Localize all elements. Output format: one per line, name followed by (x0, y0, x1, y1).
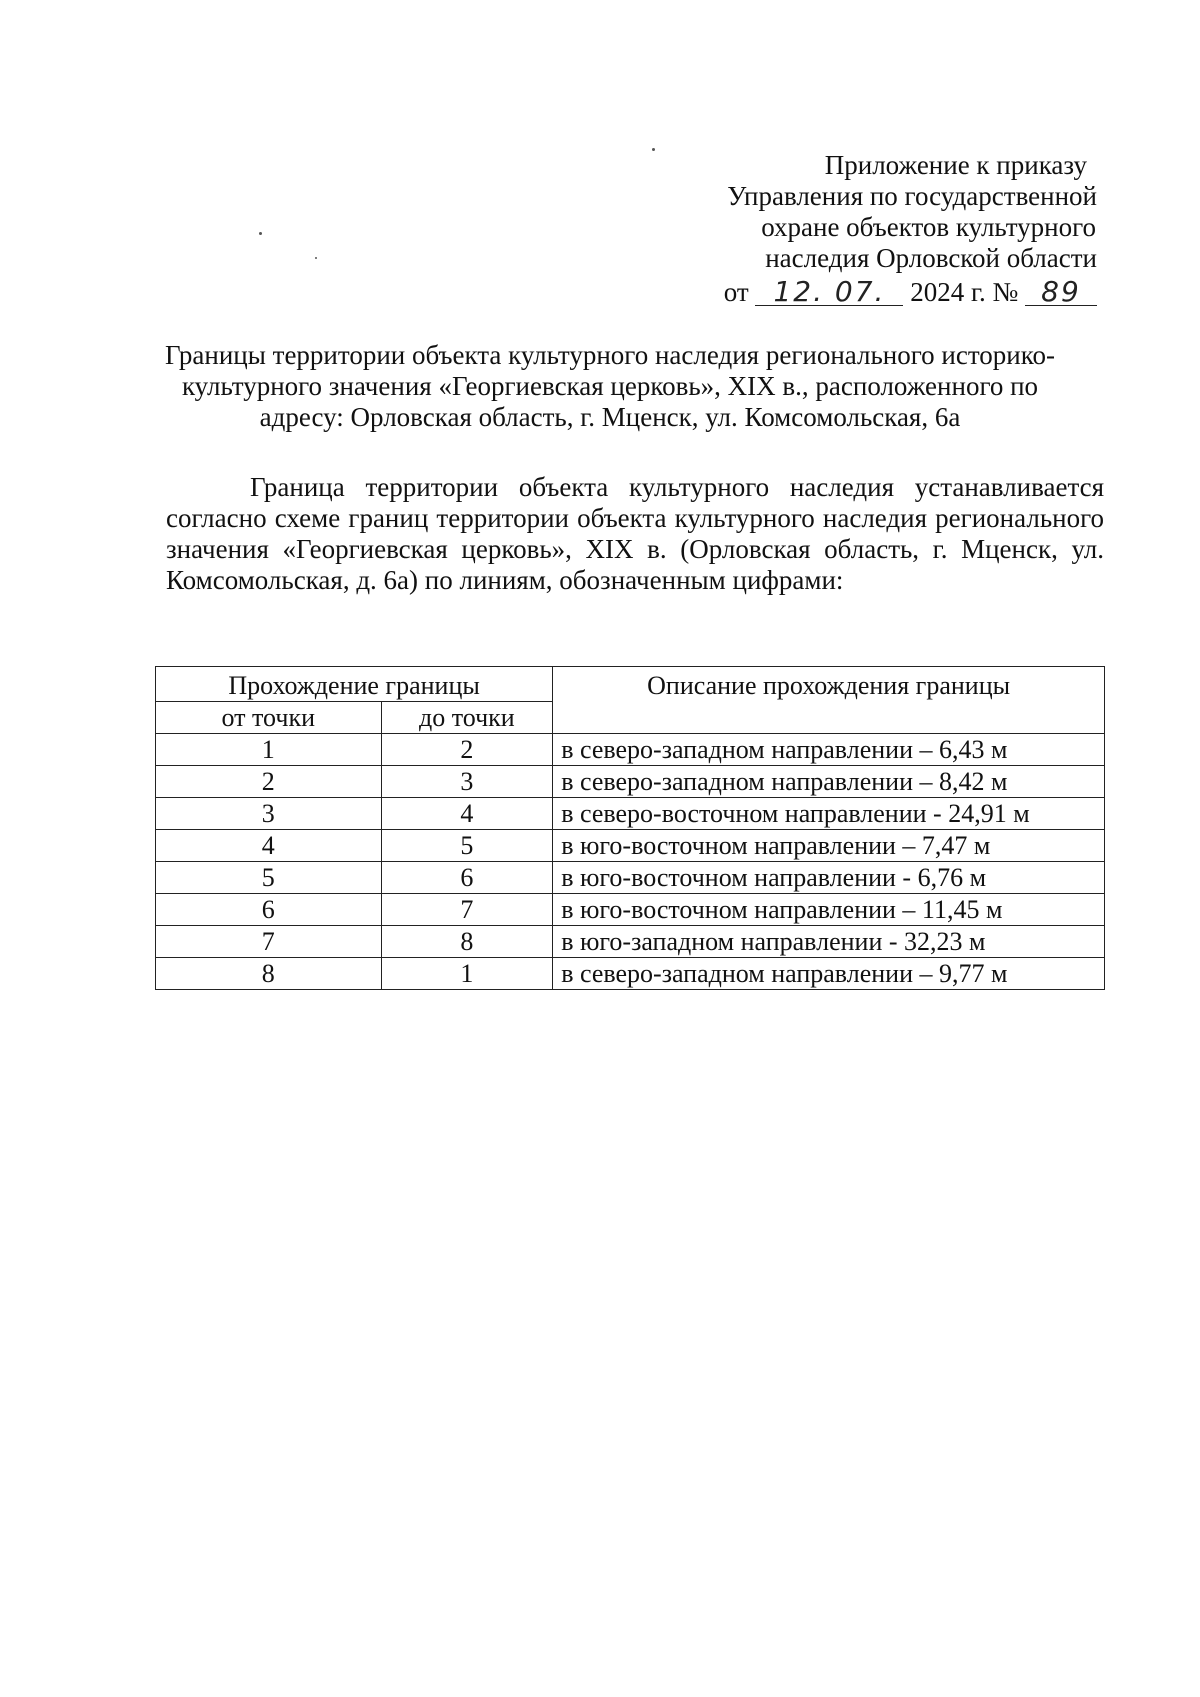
cell-from: 7 (156, 926, 382, 958)
handwritten-order-number: 89 (1025, 279, 1097, 306)
table-row (156, 830, 1105, 862)
scan-speck (259, 232, 262, 235)
appendix-line: охране объектов культурного (761, 212, 1096, 242)
cell-from: 6 (156, 894, 382, 926)
cell-description: в юго-восточном направлении – 7,47 м (553, 830, 1105, 862)
table-row (156, 862, 1105, 894)
cell-to: 2 (381, 734, 553, 766)
table-row (156, 734, 1105, 766)
cell-description: в юго-восточном направлении – 11,45 м (553, 894, 1105, 926)
title-line: адресу: Орловская область, г. Мценск, ул. Комсомольская, 6а (259, 402, 961, 432)
body-paragraph: Граница территории объекта культурного наследия устанавливается согласно схеме границ территории объекта культурного наследия регионального значения «Георгиевская церковь», XIX в. (Орловская область, г. Мценск, ул. Комсомольская, д. 6а) по линиям, обозначенным цифрами: (166, 472, 1104, 595)
year-text: 2024 г. № (910, 277, 1019, 307)
cell-description: в юго-западном направлении - 32,23 м (553, 926, 1105, 958)
cell-to: 1 (381, 958, 553, 990)
appendix-line: наследия Орловской области (765, 243, 1097, 273)
cell-to: 6 (381, 862, 553, 894)
title-line: Границы территории объекта культурного наследия регионального историко- (165, 340, 1055, 370)
title-line: культурного значения «Георгиевская церковь», XIX в., расположенного по (181, 371, 1039, 401)
cell-to: 7 (381, 894, 553, 926)
cell-from: 3 (156, 798, 382, 830)
cell-description: в северо-западном направлении – 6,43 м (553, 734, 1105, 766)
date-prefix: от (723, 277, 749, 307)
cell-from: 1 (156, 734, 382, 766)
boundary-table (155, 666, 1105, 990)
order-date-line (724, 277, 1097, 308)
cell-description: в северо-западном направлении – 8,42 м (553, 766, 1105, 798)
header-to-point: до точки (381, 702, 553, 734)
table-row (156, 798, 1105, 830)
cell-to: 4 (381, 798, 553, 830)
scan-speck (652, 148, 655, 151)
table-row (156, 766, 1105, 798)
header-from-point: от точки (156, 702, 382, 734)
header-boundary-passage: Прохождение границы (156, 667, 553, 702)
appendix-line: Приложение к приказу (824, 150, 1087, 180)
document-title (150, 340, 1070, 433)
appendix-header (724, 150, 1097, 308)
cell-description: в северо-восточном направлении - 24,91 м (553, 798, 1105, 830)
header-description: Описание прохождения границы (553, 667, 1105, 734)
cell-description: в северо-западном направлении – 9,77 м (553, 958, 1105, 990)
cell-from: 4 (156, 830, 382, 862)
table-row (156, 958, 1105, 990)
cell-to: 5 (381, 830, 553, 862)
table-row (156, 926, 1105, 958)
cell-from: 5 (156, 862, 382, 894)
scan-speck (315, 257, 317, 259)
appendix-line: Управления по государственной (727, 181, 1097, 211)
cell-description: в юго-восточном направлении - 6,76 м (553, 862, 1105, 894)
cell-to: 8 (381, 926, 553, 958)
cell-to: 3 (381, 766, 553, 798)
cell-from: 8 (156, 958, 382, 990)
handwritten-date: 12. 07. (755, 279, 903, 306)
cell-from: 2 (156, 766, 382, 798)
table-row (156, 894, 1105, 926)
